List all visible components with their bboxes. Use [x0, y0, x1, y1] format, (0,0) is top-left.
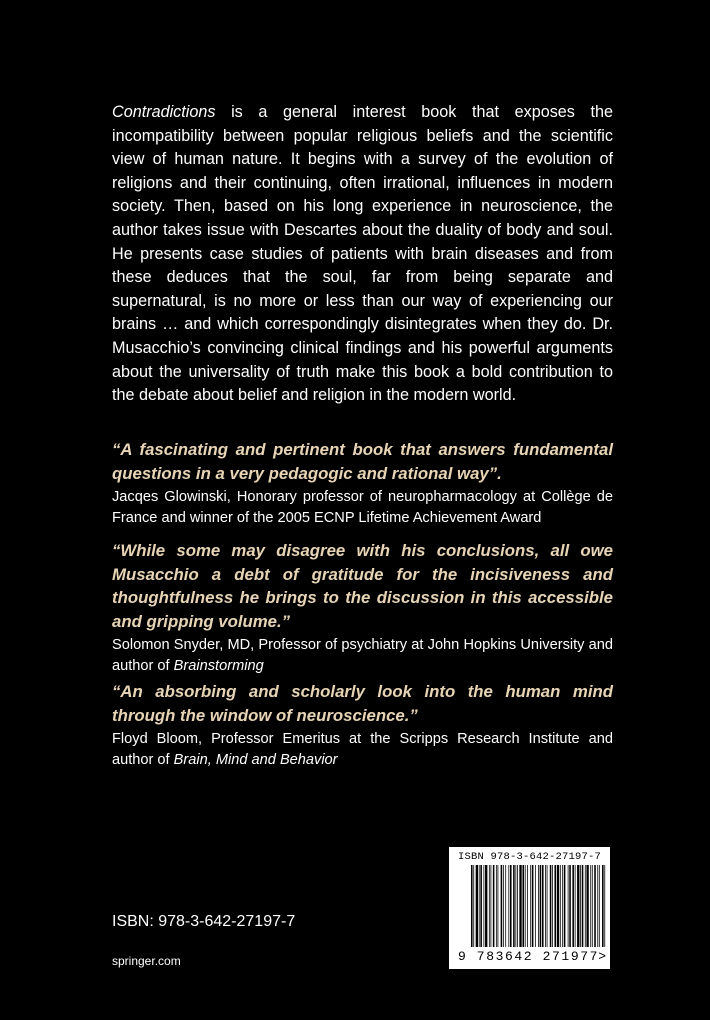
review-quote-2: [112, 539, 613, 676]
barcode-digits: 9 783642 271977: [458, 949, 600, 964]
barcode-bar: [473, 865, 474, 947]
review-attribution: [112, 729, 613, 770]
barcode-bar: [471, 865, 473, 947]
barcode-bar: [515, 865, 516, 947]
barcode-bar: [550, 865, 552, 947]
barcode-bar: [552, 865, 553, 947]
barcode-bar: [575, 865, 576, 947]
review-attribution: [112, 487, 613, 528]
barcode-bar: [496, 865, 497, 947]
review-quote-text: “While some may disagree with his conclusions, all owe Musacchio a debt of gratitude for the incisiveness and thoughtfulness he brings to the discussion in this accessible and gripping volume.”: [112, 541, 613, 631]
isbn-barcode: [449, 847, 610, 969]
barcode-bar: [476, 865, 478, 947]
barcode-bar: [525, 865, 526, 947]
review-attribution: [112, 635, 613, 676]
barcode-bar: [594, 865, 596, 947]
barcode-bar: [491, 865, 492, 947]
barcode-bar: [538, 865, 539, 947]
barcode-bar: [498, 865, 499, 947]
barcode-bar: [580, 865, 581, 947]
review-attribution-text: Solomon Snyder, MD, Professor of psychiatry at John Hopkins University and author of: [112, 637, 613, 674]
barcode-bar: [489, 865, 490, 947]
review-quote-3: [112, 680, 613, 770]
barcode-bar: [569, 865, 571, 947]
barcode-bar: [535, 865, 536, 947]
barcode-bar: [545, 865, 546, 947]
barcode-bar: [560, 865, 561, 947]
barcode-bar: [483, 865, 484, 947]
review-attribution-text: Jacqes Glowinski, Honorary professor of neuropharmacology at Collège de France and winner of the 2005 ECNP Lifetime Achievement Award: [112, 489, 613, 526]
review-quote-text: “A fascinating and pertinent book that answers fundamental questions in a very pedagogic and rational way”.: [112, 440, 613, 483]
barcode-bar: [503, 865, 504, 947]
barcode-bar: [577, 865, 579, 947]
barcode-bar: [513, 865, 515, 947]
barcode-bar: [582, 865, 584, 947]
barcode-bar: [527, 865, 528, 947]
barcode-bar: [592, 865, 593, 947]
barcode-bar: [547, 865, 548, 947]
barcode-bar: [517, 865, 518, 947]
barcode-bar: [540, 865, 542, 947]
barcode-bar: [568, 865, 569, 947]
barcode-bar: [590, 865, 591, 947]
barcode-isbn-label: ISBN 978-3-642-27197-7: [457, 851, 602, 863]
barcode-bar: [485, 865, 487, 947]
review-quote-text: “An absorbing and scholarly look into the human mind through the window of neuroscience.”: [112, 682, 613, 725]
barcode-bar: [479, 865, 480, 947]
review-attribution-text: Floyd Bloom, Professor Emeritus at the Scripps Research Institute and author of: [112, 731, 613, 768]
barcode-bar: [532, 865, 534, 947]
barcode-bar: [564, 865, 566, 947]
barcode-bar: [510, 865, 512, 947]
barcode-bar: [572, 865, 574, 947]
book-description: [112, 101, 613, 408]
barcode-arrow: >: [598, 949, 606, 964]
barcode-bar: [505, 865, 506, 947]
barcode-bar: [501, 865, 503, 947]
review-attribution-book-title: Brain, Mind and Behavior: [173, 751, 338, 768]
publisher-website: springer.com: [112, 954, 181, 968]
barcode-bar: [602, 865, 604, 947]
barcode-bar: [554, 865, 556, 947]
barcode-bar: [542, 865, 544, 947]
barcode-bar: [597, 865, 598, 947]
barcode-bar: [586, 865, 588, 947]
barcode-bar: [530, 865, 531, 947]
barcode-bar: [604, 865, 605, 947]
barcode-bar: [493, 865, 495, 947]
barcode-bar: [599, 865, 600, 947]
review-attribution-book-title: Brainstorming: [173, 657, 264, 674]
book-title-italic: Contradictions: [112, 103, 216, 121]
review-quote-1: [112, 438, 613, 528]
isbn-label: ISBN: 978-3-642-27197-7: [112, 913, 296, 930]
barcode-bar: [562, 865, 563, 947]
barcode-bar: [508, 865, 509, 947]
book-description-text: is a general interest book that exposes the incompatibility between popular religious beliefs and the scientific view of human nature. It begins with a survey of the evolution of religions and their continuing, often irrational, influences in modern society. Then, based on his long experience in neuroscience, the author takes issue with Descartes about the duality of body and soul. He presents case studies of patients with brain diseases and from these deduces that the soul, far from being separate and supernatural, is no more or less than our way of experiencing our brains … and which correspondingly disintegrates when they do. Dr. Musacchio’s convincing clinical findings and his powerful arguments about the universality of truth make this book a bold contribution to the debate about belief and religion in the modern world.: [112, 103, 613, 405]
barcode-bar: [519, 865, 521, 947]
barcode-bar: [585, 865, 586, 947]
barcode-bar: [557, 865, 559, 947]
barcode-bar: [522, 865, 524, 947]
barcode-bar: [480, 865, 482, 947]
